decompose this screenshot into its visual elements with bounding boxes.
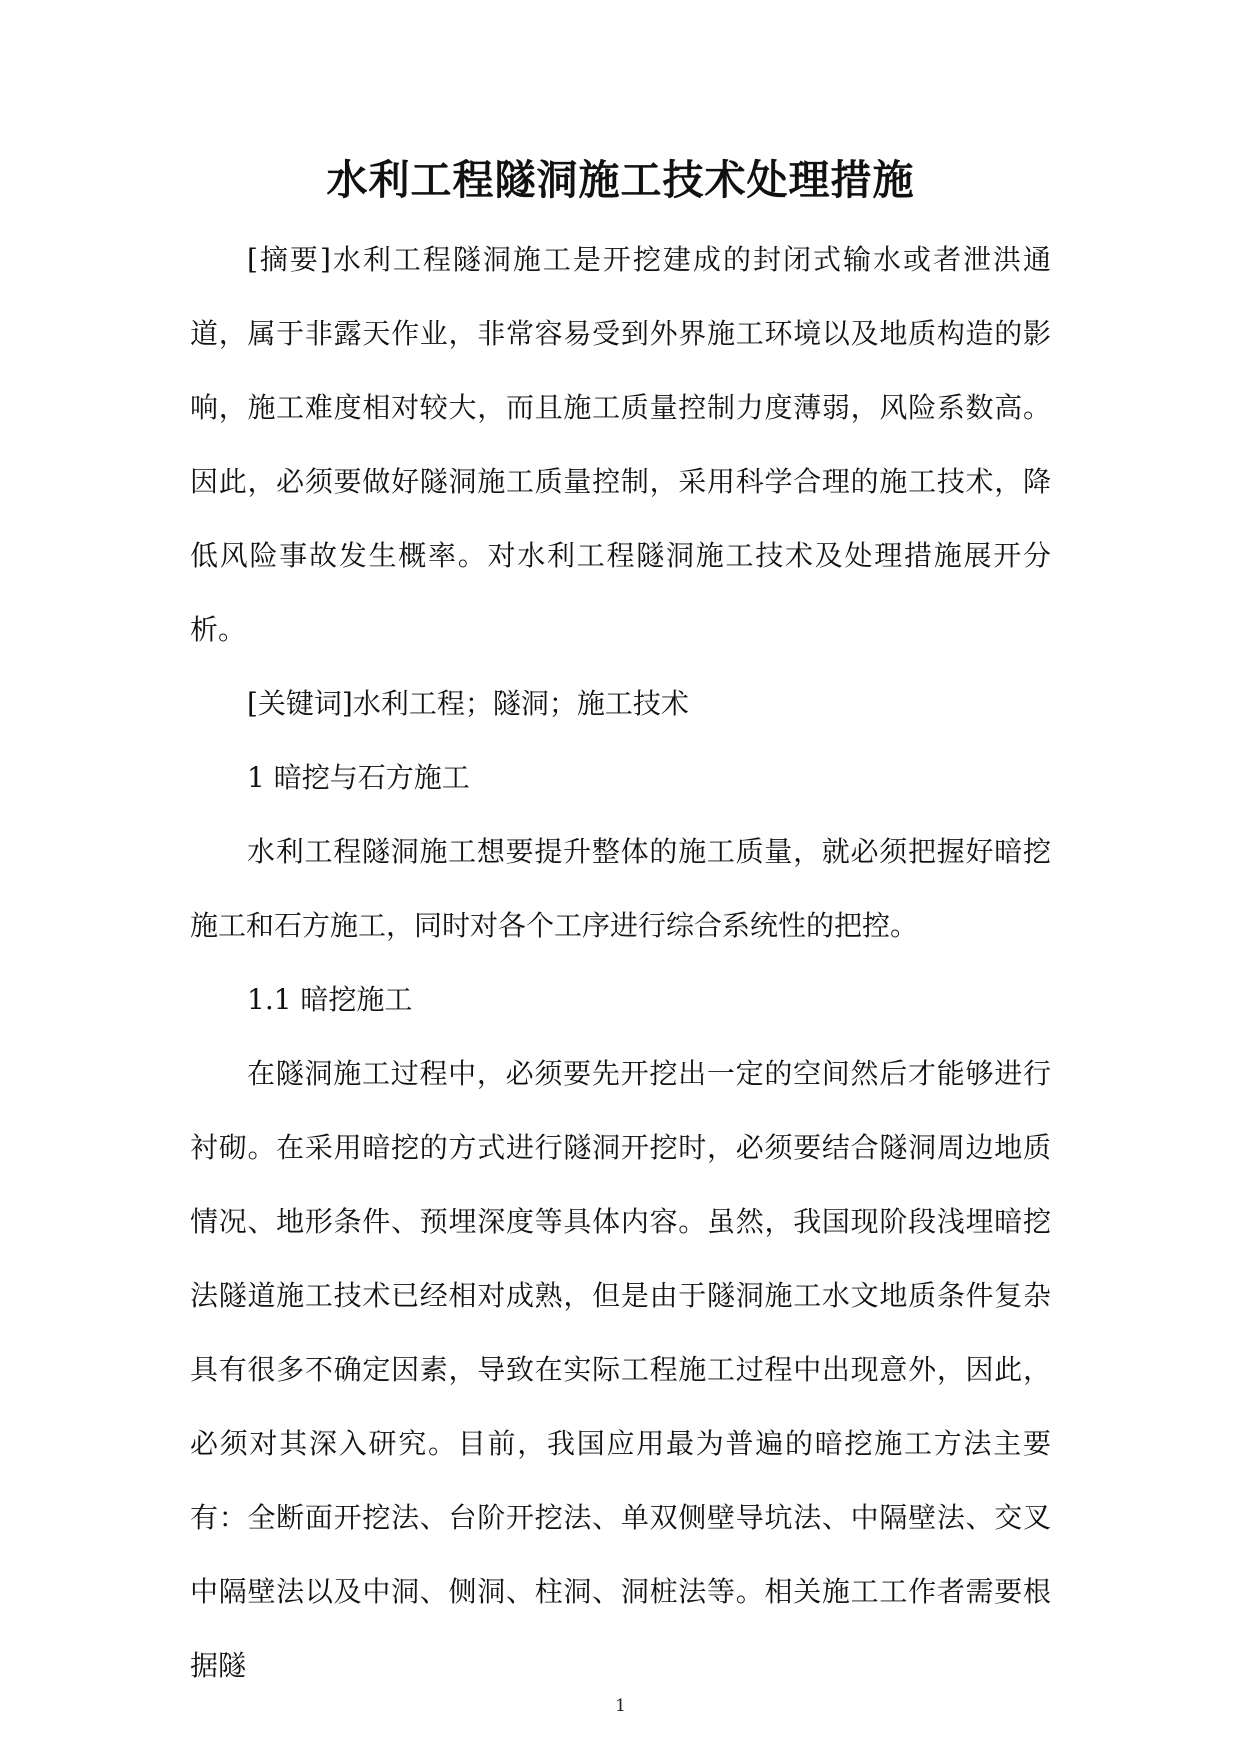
section-heading-1: 1 暗挖与石方施工 bbox=[247, 761, 470, 794]
abstract-paragraph: [摘要]水利工程隧洞施工是开挖建成的封闭式输水或者泄洪通道，属于非露天作业，非常容易受到外界施工环境以及地质构造的影响，施工难度相对较大，而且施工质量控制力度薄弱，风险系数高。因此，必须要做好隧洞施工质量控制，采用科学合理的施工技术，降低风险事故发生概率。对水利工程隧洞施工技术及处理措施展开分析。 bbox=[190, 243, 1051, 646]
page-number: 1 bbox=[615, 1696, 626, 1716]
section-heading-1-1: 1.1 暗挖施工 bbox=[247, 983, 413, 1016]
body-paragraph: 水利工程隧洞施工想要提升整体的施工质量，就必须把握好暗挖施工和石方施工，同时对各个工序进行综合系统性的把控。 bbox=[190, 835, 1051, 942]
keywords-paragraph: [关键词]水利工程；隧洞；施工技术 bbox=[247, 687, 689, 720]
document-title: 水利工程隧洞施工技术处理措施 bbox=[326, 156, 915, 204]
document-body bbox=[190, 223, 1051, 1703]
body-paragraph: 在隧洞施工过程中，必须要先开挖出一定的空间然后才能够进行衬砌。在采用暗挖的方式进行隧洞开挖时，必须要结合隧洞周边地质情况、地形条件、预埋深度等具体内容。虽然，我国现阶段浅埋暗挖法隧道施工技术已经相对成熟，但是由于隧洞施工水文地质条件复杂具有很多不确定因素，导致在实际工程施工过程中出现意外，因此，必须对其深入研究。目前，我国应用最为普遍的暗挖施工方法主要有：全断面开挖法、台阶开挖法、单双侧壁导坑法、中隔壁法、交叉中隔壁法以及中洞、侧洞、柱洞、洞桩法等。相关施工工作者需要根据隧 bbox=[190, 1057, 1051, 1682]
